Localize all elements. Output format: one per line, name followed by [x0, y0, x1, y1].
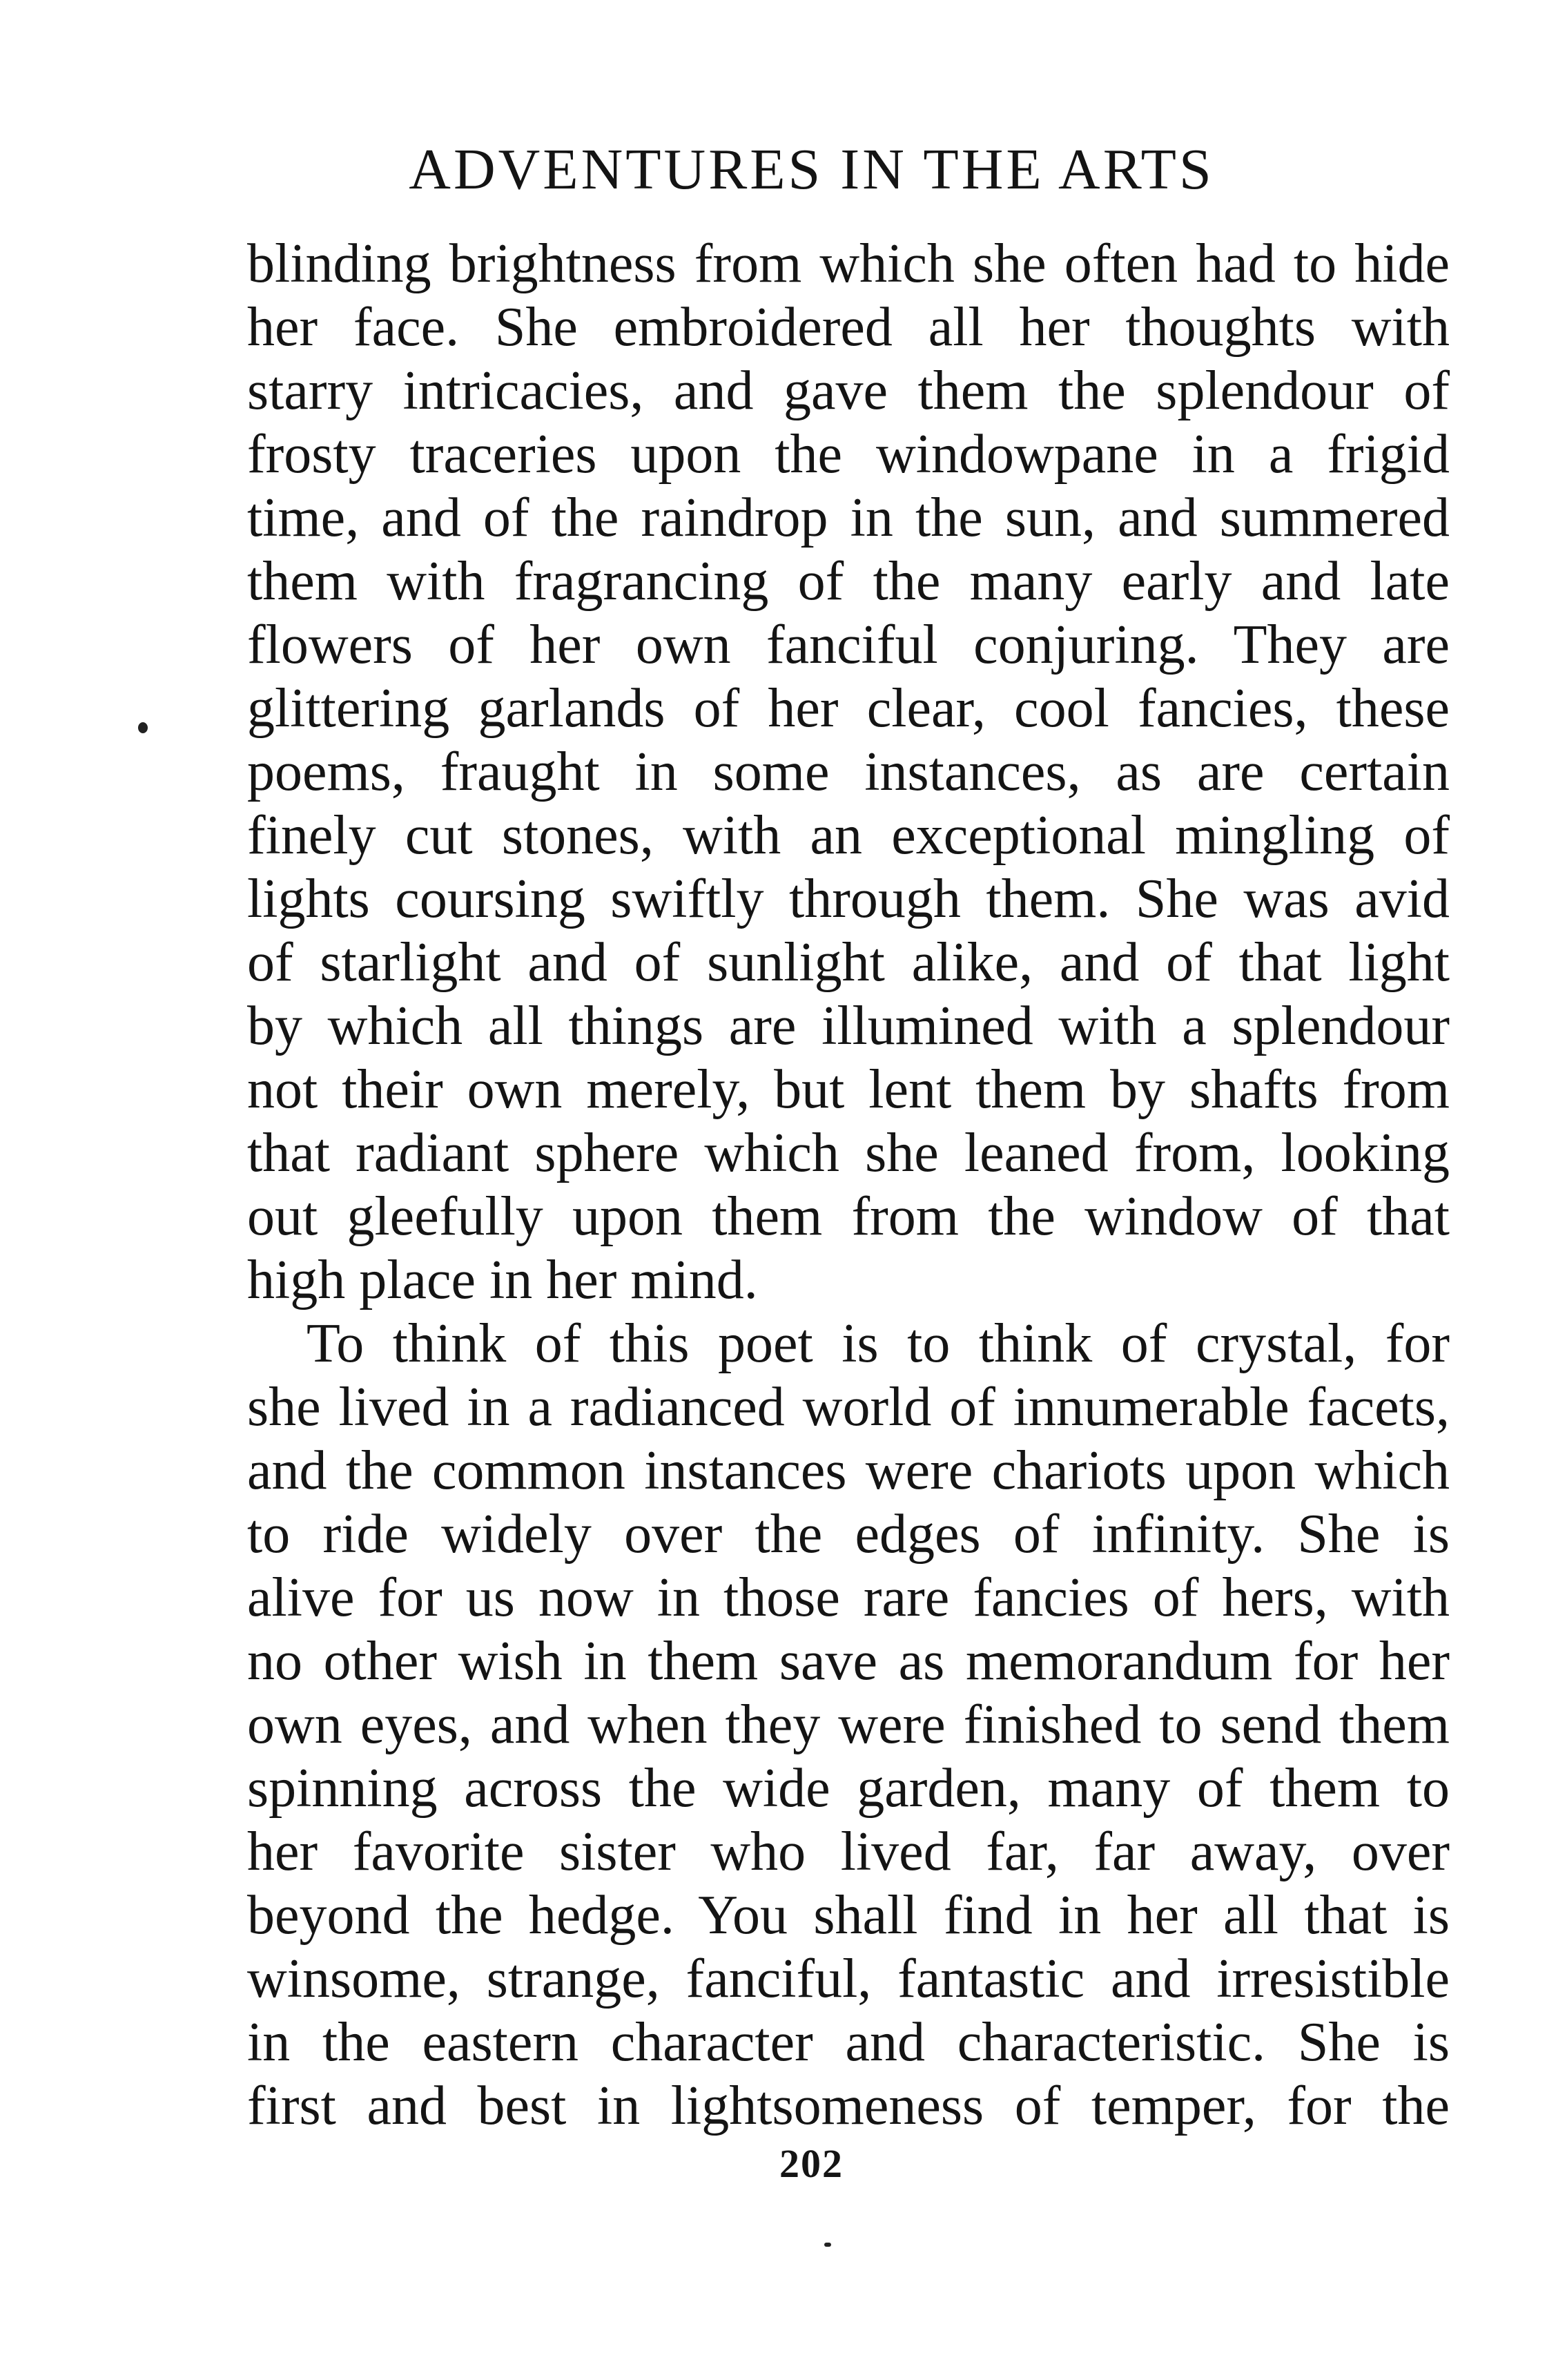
text-line: frosty traceries upon the windowpane in a frigid: [247, 424, 1450, 485]
text-line: high place in her mind.: [247, 1250, 758, 1310]
page-number: 202: [779, 2141, 844, 2186]
text-line: starry intricacies, and gave them the splendour of: [247, 360, 1450, 421]
text-line: time, and of the raindrop in the sun, and summered: [247, 487, 1450, 548]
text-line: her face. She embroidered all her thoughts with: [247, 297, 1450, 358]
text-line: them with fragrancing of the many early and late: [247, 551, 1450, 612]
body-text: [247, 232, 1450, 2138]
text-line: own eyes, and when they were finished to send them: [247, 1694, 1450, 1755]
text-line: she lived in a radianced world of innumerable facets,: [247, 1377, 1450, 1438]
running-head: ADVENTURES IN THE ARTS: [409, 137, 1214, 202]
paragraph: [247, 1312, 1450, 2138]
text-line: and the common instances were chariots upon which: [247, 1440, 1450, 1501]
text-line: flowers of her own fanciful conjuring. They are: [247, 615, 1450, 675]
text-line: in the eastern character and characteristic. She is: [247, 2012, 1450, 2073]
text-line: winsome, strange, fanciful, fantastic and irresistible: [247, 1948, 1450, 2009]
text-line: that radiant sphere which she leaned from, looking: [247, 1123, 1450, 1183]
text-line: out gleefully upon them from the window of that: [247, 1186, 1450, 1247]
paragraph: [247, 232, 1450, 1312]
text-line: beyond the hedge. You shall find in her all that is: [247, 1885, 1450, 1946]
text-line: to ride widely over the edges of infinity. She is: [247, 1504, 1450, 1565]
text-line: spinning across the wide garden, many of them to: [247, 1758, 1450, 1819]
text-line: glittering garlands of her clear, cool fancies, these: [247, 678, 1450, 739]
text-line: alive for us now in those rare fancies of hers, with: [247, 1567, 1450, 1628]
text-line: blinding brightness from which she often had to hide: [247, 233, 1450, 294]
text-line: of starlight and of sunlight alike, and of that light: [247, 932, 1450, 993]
text-line: first and best in lightsomeness of temper, for the: [247, 2076, 1450, 2136]
text-line: by which all things are illumined with a splendour: [247, 996, 1450, 1056]
ink-speck: [138, 722, 148, 733]
text-line: not their own merely, but lent them by shafts from: [247, 1059, 1450, 1120]
text-line: To think of this poet is to think of crystal, for: [307, 1313, 1450, 1374]
text-line: no other wish in them save as memorandum for her: [247, 1631, 1450, 1692]
text-line: finely cut stones, with an exceptional mingling of: [247, 805, 1450, 866]
ink-speck: [824, 2243, 831, 2247]
text-line: poems, fraught in some instances, as are certain: [247, 742, 1450, 802]
text-line: lights coursing swiftly through them. She was avid: [247, 869, 1450, 929]
text-line: her favorite sister who lived far, far away, over: [247, 1821, 1450, 1882]
